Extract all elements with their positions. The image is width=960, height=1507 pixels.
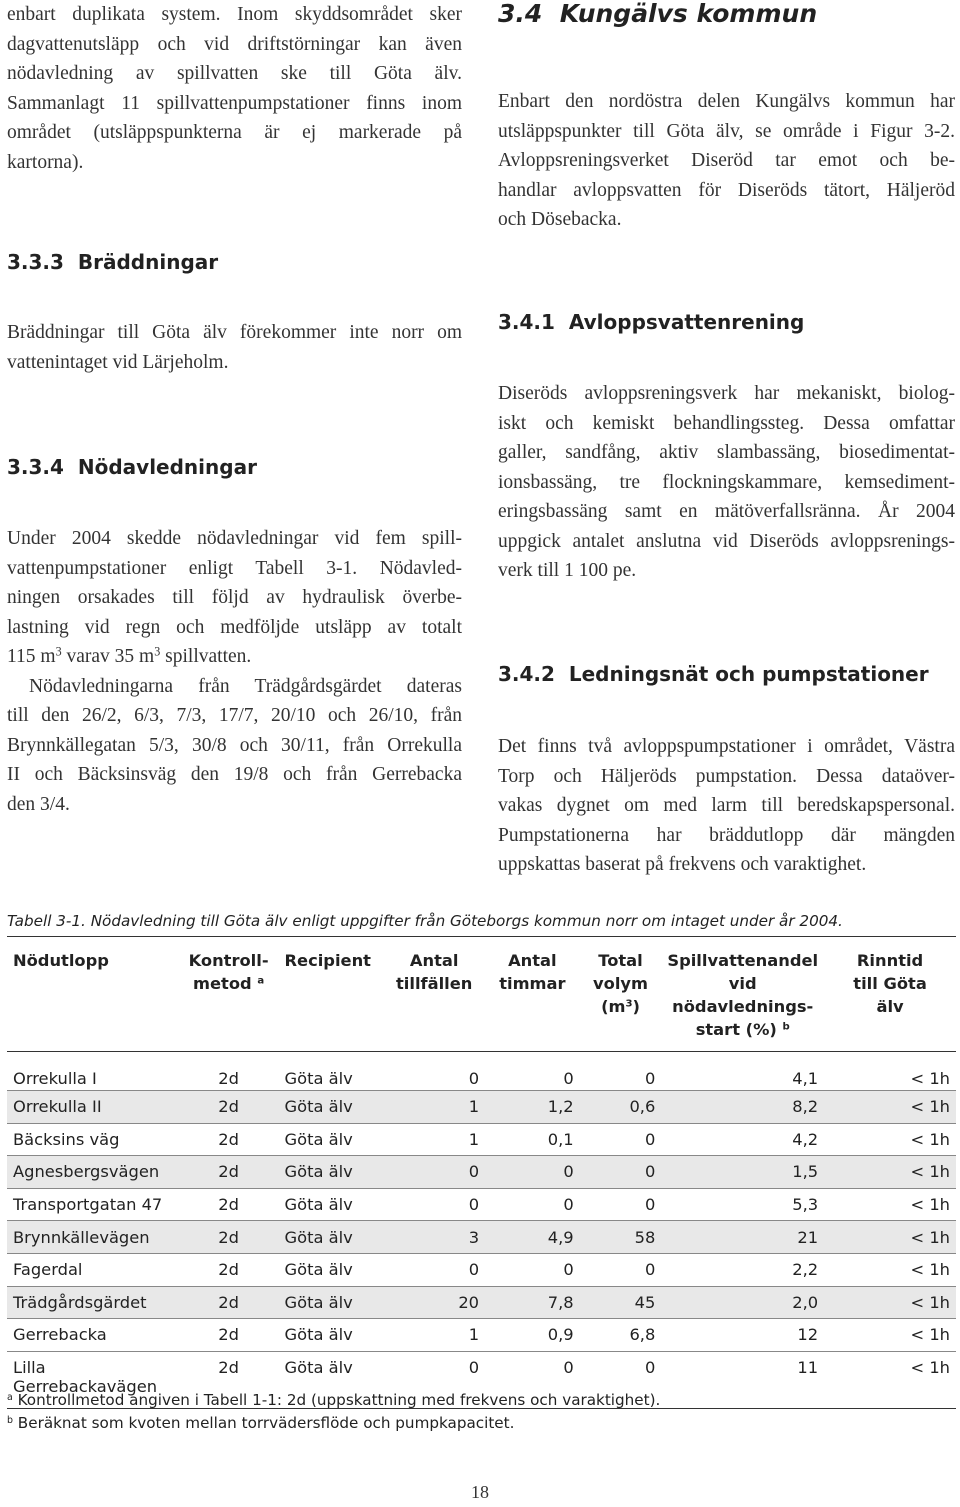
text-line: till den 26/2, 6/3, 7/3, 17/7, 20/10 och 26/10, från [7,705,462,726]
cell-name: Gerrebacka [13,1325,107,1345]
text-line: vattenintaget vid Lärjeholm. [7,351,229,373]
cell-name: Orrekulla I [13,1068,97,1088]
cell-share: 4,2 [792,1129,819,1149]
cell-time: < 1h [910,1195,950,1215]
cell-recipient: Göta älv [284,1129,353,1149]
text-line: vattenpumpstationer enligt Tabell 3-1. Nödavled- [7,557,462,579]
intro-paragraph [7,0,462,177]
text-line: ionsbassäng, tre flockningskammare, kemsediment- [498,471,955,493]
cell-hours: 4,9 [547,1227,574,1247]
cell-method: 2d [218,1292,239,1312]
cell-count: 0 [468,1162,480,1182]
table-row [7,1123,956,1156]
cell-hours: 7,8 [547,1292,574,1312]
cell-volume: 0 [644,1129,656,1149]
cell-recipient: Göta älv [284,1162,353,1182]
cell-method: 2d [218,1162,239,1182]
cell-method: 2d [218,1260,239,1280]
text-line: enbart duplikata system. Inom skyddsområdet sker [7,4,462,25]
text-line: nödavledning av spillvatten ske till Göta älv. [7,63,462,84]
text-line: Avloppsreningsverket Diseröd tar emot och be- [498,150,955,171]
section-3-3-3-body [7,318,462,377]
col-header-total-volym: Total volym $(m^3)$ [593,951,648,1016]
data-table [7,936,956,1409]
table-row [7,1052,956,1091]
cell-recipient: Göta älv [284,1097,353,1117]
footnote-a: $^a$ Kontrollmetod angiven i Tabell 1-1: 2d (uppskattning med frekvens och varaktighet). [7,1391,661,1409]
cell-share: 4,1 [792,1068,819,1088]
cell-time: < 1h [910,1162,950,1182]
volume-line: 115 $m^3$ varav 35 $m^3$ spillvatten. [7,644,252,667]
text-line: galler, sandfång, aktiv slambassäng, biosedimentat- [498,442,955,463]
cell-name: Bäcksins väg [13,1129,120,1149]
cell-volume: 0,6 [629,1097,656,1117]
cell-share: 2,2 [792,1260,819,1280]
text-line: iskt och kemiskt behandlingssteg. Dessa omfattar [498,412,955,434]
cell-method: 2d [218,1129,239,1149]
cell-count: 0 [468,1195,480,1215]
cell-volume: 58 [634,1227,656,1247]
text-line: Det finns två avloppspumpstationer i området, Västra [498,736,955,757]
cell-count: 1 [468,1129,480,1149]
cell-hours: 0 [563,1195,574,1215]
cell-hours: 0 [563,1357,574,1377]
table-header-row [7,937,956,1052]
cell-method: 2d [218,1325,239,1345]
text-line: Diseröds avloppsreningsverk har mekaniskt, biolog- [498,383,955,404]
nodavledning-paragraph [7,524,462,819]
col-header-spillvattenandel: Spillvattenandel vid nödavlednings- start (%) $^b$ [667,951,819,1039]
cell-volume: 0 [644,1195,656,1215]
cell-hours: 0,9 [547,1325,574,1345]
table-row [7,1286,956,1319]
cell-volume: 0 [644,1260,656,1280]
cell-time: < 1h [910,1357,950,1377]
col-header-antal-tillfallen: Antal tillfällen [396,951,473,993]
cell-hours: 0 [563,1068,574,1088]
cell-hours: 0 [563,1260,574,1280]
text-line: Nödavledningarna från Trädgårdsgärdet dateras [29,675,462,697]
cell-count: 0 [468,1068,480,1088]
col-header-antal-timmar: Antal timmar [499,951,566,993]
cell-time: < 1h [910,1068,950,1088]
text-line: Torp och Häljeröds pumpstation. Dessa dataöver- [498,765,955,787]
text-line: dagvattenutsläpp och vid driftstörningar kan även [7,33,462,55]
cell-count: 0 [468,1260,480,1280]
avloppsrening-paragraph [498,379,955,586]
cell-name: Trädgårdsgärdet [13,1292,147,1312]
table-row [7,1221,956,1254]
cell-share: 2,0 [792,1292,819,1312]
section-3-3-4-body [7,524,462,819]
cell-volume: 0 [644,1162,656,1182]
text-line: Brynnkällegatan 5/3, 30/8 och 30/11, från Orrekulla [7,734,462,756]
text-line: handlar avloppsvatten för Diseröds tätort, Häljeröd [498,179,955,201]
table-row [7,1188,956,1221]
col-header-rinntid: Rinntid till Göta älv [853,951,927,1016]
text-line: Enbart den nordöstra delen Kungälvs kommun har [498,91,955,112]
cell-share: 21 [797,1227,819,1247]
cell-method: 2d [218,1068,239,1088]
col-header-recipient: Recipient [284,951,371,970]
cell-count: 20 [458,1292,480,1312]
cell-hours: 0,1 [547,1129,574,1149]
cell-time: < 1h [910,1325,950,1345]
cell-share: 1,5 [792,1162,819,1182]
cell-count: 1 [468,1325,480,1345]
heading-3-3-4: 3.3.4 Nödavledningar [7,455,257,479]
col-header-nodutlopp: Nödutlopp [13,951,109,970]
table-row [7,1319,956,1352]
section-3-4-2-body [498,732,955,880]
text-line: lastning vid regn och medföljde utsläpp av totalt [7,616,462,638]
text-line: Pumpstationerna har bräddutlopp där mängden [498,824,955,846]
section-3-4-body [498,87,955,235]
table-row [7,1091,956,1124]
text-line: Under 2004 skedde nödavledningar vid fem spill- [7,528,462,549]
cell-share: 11 [797,1357,819,1377]
cell-time: < 1h [910,1097,950,1117]
cell-volume: 45 [634,1292,656,1312]
cell-recipient: Göta älv [284,1325,353,1345]
cell-name: Orrekulla II [13,1097,102,1117]
cell-recipient: Göta älv [284,1227,353,1247]
heading-3-4-2: 3.4.2 Ledningsnät och pumpstationer [498,662,929,686]
text-line: ningen orsakades till följd av hydraulisk överbe- [7,587,462,608]
text-line: utsläppspunkter till Göta älv, se område i Figur 3-2. [498,120,955,142]
cell-time: < 1h [910,1227,950,1247]
cell-count: 0 [468,1357,480,1377]
left-column [7,0,462,177]
table-row [7,1156,956,1189]
cell-volume: 0 [644,1068,656,1088]
cell-volume: 6,8 [629,1325,656,1345]
cell-recipient: Göta älv [284,1195,353,1215]
text-line: uppskattas baserat på frekvens och varaktighet. [498,854,867,875]
text-line: och Dösebacka. [498,209,622,230]
text-line: vakas dygnet om med larm till beredskapspersonal. [498,795,955,816]
cell-hours: 1,2 [547,1097,574,1117]
heading-3-3-3: 3.3.3 Bräddningar [7,250,219,274]
text-line: eringsbassäng samt en mätöverfallsränna. År 2004 [498,501,955,522]
cell-recipient: Göta älv [284,1068,353,1088]
text-line: Sammanlagt 11 spillvattenpumpstationer finns inom [7,92,462,114]
ledningsnat-paragraph [498,732,955,880]
col-header-kontrollmetod: Kontroll- metod $^a$ [188,951,269,993]
table-caption: Tabell 3-1. Nödavledning till Göta älv enligt uppgifter från Göteborgs kommun norr om intaget under år 2004. [7,912,843,930]
cell-recipient: Göta älv [284,1260,353,1280]
text-line: uppgick antalet anslutna vid Diseröds avloppsrenings- [498,530,955,552]
bradd-paragraph [7,318,462,377]
cell-name: Lilla Gerrebackavägen [13,1357,158,1396]
cell-recipient: Göta älv [284,1357,353,1377]
section-3-4-1-body [498,379,955,586]
text-line: kartorna). [7,151,84,173]
cell-name: Agnesbergsvägen [13,1162,160,1182]
text-line: den 3/4. [7,793,70,815]
page-number: 18 [471,1482,489,1502]
cell-count: 1 [468,1097,480,1117]
cell-share: 12 [797,1325,819,1345]
cell-volume: 0 [644,1357,656,1377]
text-line: II och Bäcksinsväg den 19/8 och från Gerrebacka [7,764,462,785]
footnote-b: $^b$ Beräknat som kvoten mellan torrvädersflöde och pumpkapacitet. [7,1414,515,1432]
cell-share: 5,3 [792,1195,819,1215]
cell-method: 2d [218,1097,239,1117]
heading-3-4: 3.4 Kungälvs kommun [498,0,818,28]
cell-method: 2d [218,1227,239,1247]
heading-3-4-1: 3.4.1 Avloppsvattenrening [498,310,805,334]
cell-count: 3 [468,1227,480,1247]
cell-time: < 1h [910,1260,950,1280]
cell-time: < 1h [910,1292,950,1312]
text-line: området (utsläppspunkterna är ej markerade på [7,122,462,143]
table-row [7,1253,956,1286]
cell-hours: 0 [563,1162,574,1182]
cell-method: 2d [218,1357,239,1377]
cell-share: 8,2 [792,1097,819,1117]
cell-name: Fagerdal [13,1260,83,1280]
text-line: Bräddningar till Göta älv förekommer inte norr om [7,322,462,343]
cell-recipient: Göta älv [284,1292,353,1312]
cell-method: 2d [218,1195,239,1215]
kungalv-paragraph [498,87,955,235]
text-line: verk till 1 100 pe. [498,560,637,581]
cell-time: < 1h [910,1129,950,1149]
cell-name: Brynnkällevägen [13,1227,150,1247]
cell-name: Transportgatan 47 [13,1195,163,1215]
